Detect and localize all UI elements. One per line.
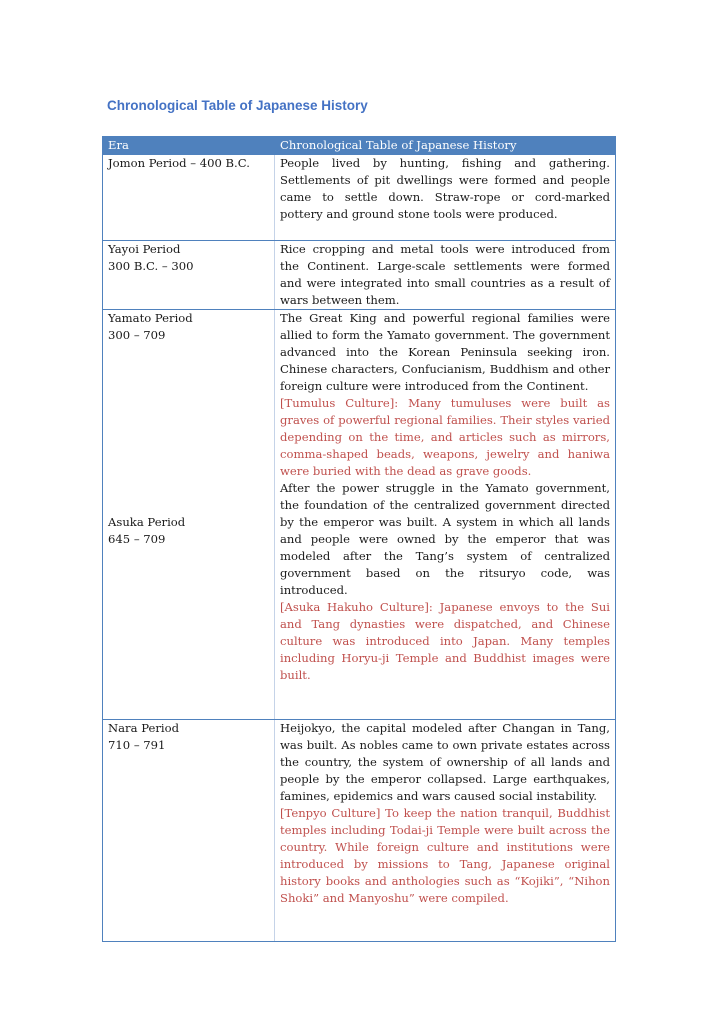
table-row [103,155,616,241]
era-cell [103,720,275,942]
table-header-row [103,137,616,155]
era-description: Rice cropping and metal tools were introduced from the Continent. Large-scale settlements were formed and were integrated into small countries as a result of wars between them. [280,242,610,307]
culture-note: [Tumulus Culture]: Many tumuluses were built as graves of powerful regional families. Their styles varied depending on the time, and articles such as mirrors, comma-shaped beads, weapons, jewelry and haniwa were buried with the dead as grave goods. [280,396,610,478]
era-cell [103,241,275,310]
page-title: Chronological Table of Japanese History [107,98,368,113]
description-cell [275,720,616,942]
era-description: Heijokyo, the capital modeled after Changan in Tang, was built. As nobles came to own private estates across the country, the system of ownership of all lands and people by the emperor collapsed. Large earthquakes, famines, epidemics and wars caused social instability. [280,721,610,803]
culture-note: [Tenpyo Culture] To keep the nation tranquil, Buddhist temples including Todai-ji Temple were built across the country. While foreign culture and institutions were introduced by missions to Tang, Japanese original history books and anthologies such as “Kojiki”, “Nihon Shoki” and Manyoshu” were compiled. [280,806,610,905]
description-cell [275,241,616,310]
era-name: Nara Period [108,721,179,735]
era-name: Yamato Period [108,311,193,325]
era-name: Yayoi Period [108,242,181,256]
era-dates: 710 – 791 [108,738,166,752]
header-description: Chronological Table of Japanese History [275,137,616,155]
header-era: Era [103,137,275,155]
era-description: The Great King and powerful regional families were allied to form the Yamato government. The government advanced into the Korean Peninsula seeking iron. Chinese characters, Confucianism, Buddhism and other foreign culture were introduced from the Continent. [280,311,610,393]
table-row [103,310,616,720]
sub-era-description: After the power struggle in the Yamato government, the foundation of the centralized government directed by the emperor was built. A system in which all lands and people were owned by the emperor that was modeled after the Tang’s system of centralized government based on the ritsuryo code, was introduced. [280,481,610,597]
era-description: People lived by hunting, fishing and gathering. Settlements of pit dwellings were formed and people came to settle down. Straw-rope or cord-marked pottery and ground stone tools were produced. [280,156,610,221]
table-row [103,241,616,310]
era-name: Jomon Period – 400 B.C. [108,156,250,170]
table-row [103,720,616,942]
history-table [102,136,616,942]
sub-era-name: Asuka Period [108,515,186,529]
sub-era-block [108,514,269,548]
sub-era-dates: 645 – 709 [108,532,166,546]
description-cell [275,155,616,241]
era-cell [103,310,275,720]
era-dates: 300 – 709 [108,328,166,342]
era-dates: 300 B.C. – 300 [108,259,194,273]
description-cell [275,310,616,720]
era-cell [103,155,275,241]
sub-culture-note: [Asuka Hakuho Culture]: Japanese envoys to the Sui and Tang dynasties were dispatched, and Chinese culture was introduced into Japan. Many temples including Horyu-ji Temple and Buddhist images were built. [280,600,610,682]
